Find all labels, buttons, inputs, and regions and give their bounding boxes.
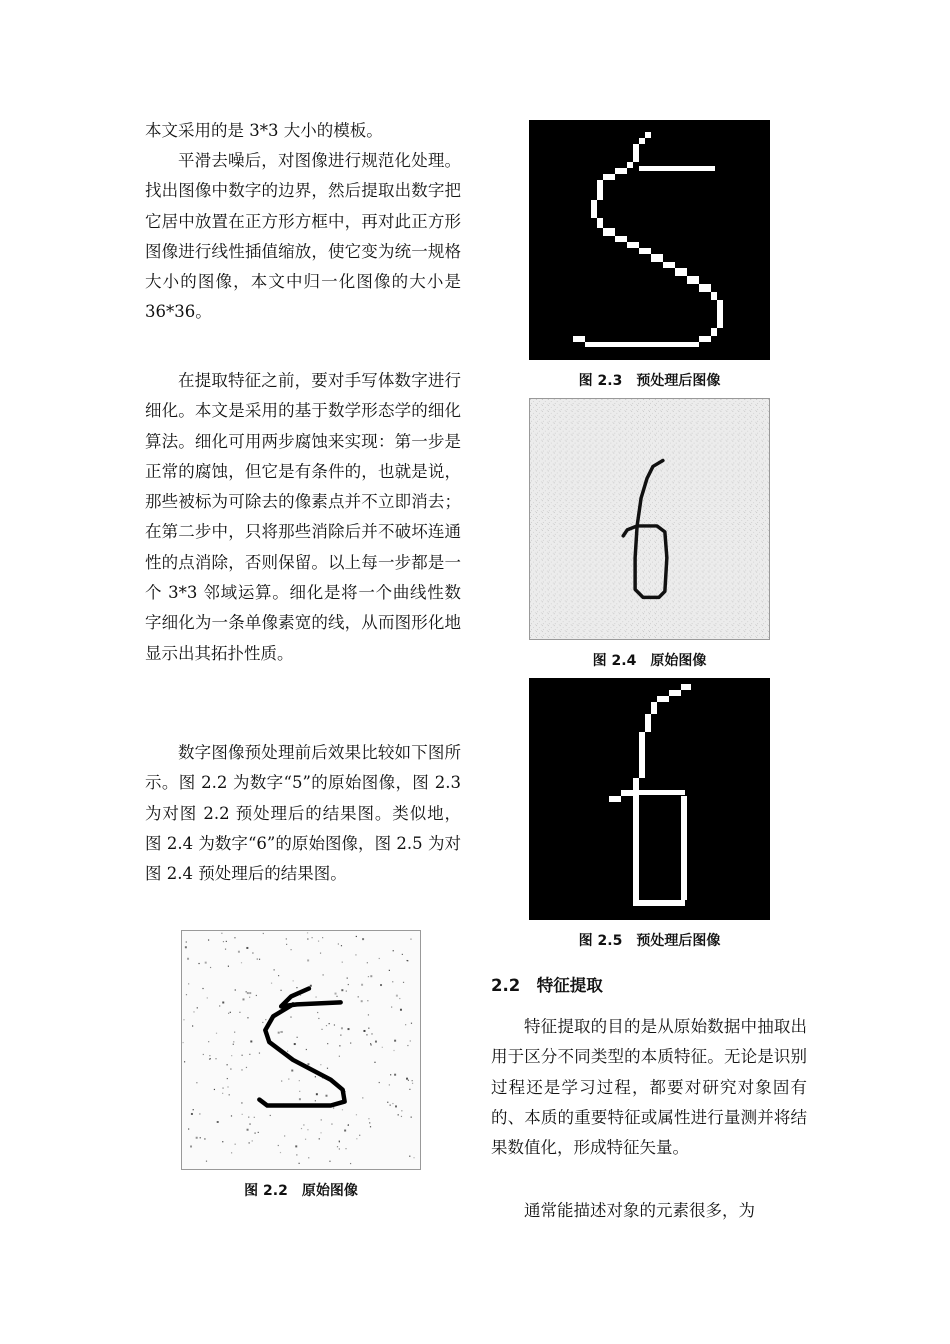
paragraph-feature-extraction: 特征提取的目的是从原始数据中抽取出用于区分不同类型的本质特征。无论是识别过程还是学习过程，都要对研究对象固有的、本质的重要特征或属性进行量测并将结果数值化，形成特征矢量。 — [491, 1017, 807, 1158]
paragraph-comparison: 数字图像预处理前后效果比较如下图所示。图 2.2 为数字“5”的原始图像，图 2.3 为对图 2.2 预处理后的结果图。类似地，图 2.4 为数字“6”的原始图像，图 2.5 为对图 2.4 预处理后的结果图。 — [145, 743, 461, 884]
figure-2-4-caption: 图 2.4 原始图像 — [592, 653, 707, 669]
figure-2-3-preprocessed-digit-5 — [529, 120, 770, 360]
figure-2-2-original-digit-5 — [181, 930, 421, 1170]
figure-2-5-preprocessed-digit-6 — [529, 678, 770, 920]
paragraph-template-size: 本文采用的是 3*3 大小的模板。 — [145, 121, 383, 140]
figure-2-5-caption: 图 2.5 预处理后图像 — [578, 933, 721, 949]
paragraph-feature-elements: 通常能描述对象的元素很多，为 — [524, 1201, 755, 1220]
figure-2-4-original-digit-6 — [529, 398, 770, 640]
paragraph-normalization: 平滑去噪后，对图像进行规范化处理。找出图像中数字的边界，然后提取出数字把它居中放置在正方形方框中，再对此正方形图像进行线性插值缩放，使它变为统一规格大小的图像，本文中归一化图像的大小是36*36。 — [145, 151, 461, 322]
section-heading-2-2: 2.2 特征提取 — [491, 976, 603, 995]
figure-2-3-caption: 图 2.3 预处理后图像 — [578, 373, 721, 389]
paragraph-thinning: 在提取特征之前，要对手写体数字进行细化。本文是采用的基于数学形态学的细化算法。细化可用两步腐蚀来实现：第一步是正常的腐蚀，但它是有条件的，也就是说，那些被标为可除去的像素点并不立即消去；在第二步中，只将那些消除后并不破坏连通性的点消除，否则保留。以上每一步都是一个 3*3 邻域运算。细化是将一个曲线性数字细化为一条单像素宽的线，从而图形化地显示出其拓扑性质。 — [145, 371, 461, 663]
figure-2-2-caption: 图 2.2 原始图像 — [244, 1183, 358, 1199]
